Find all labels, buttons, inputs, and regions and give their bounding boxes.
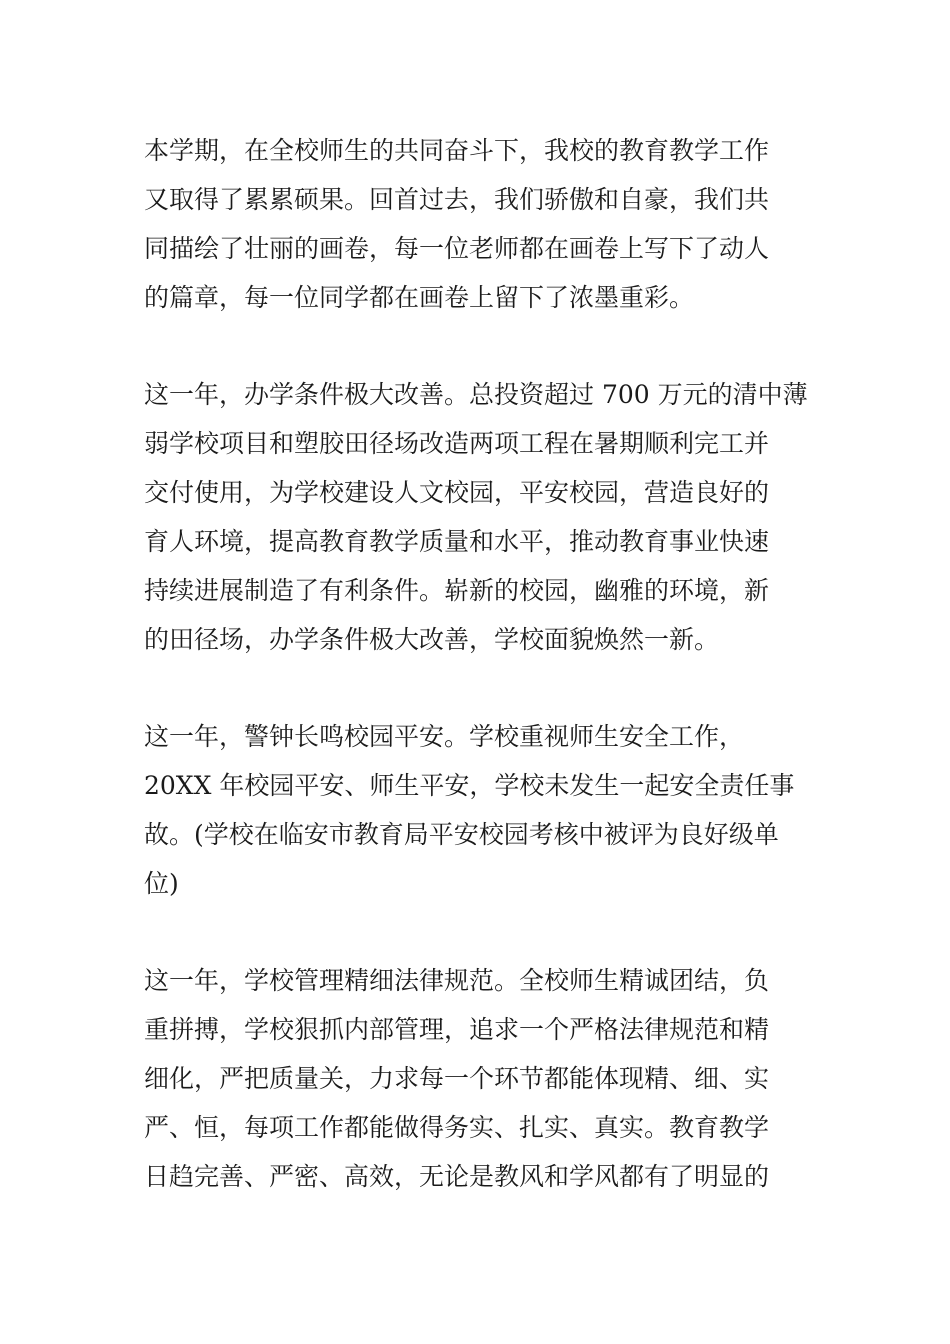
paragraph-school-conditions: 这一年，办学条件极大改善。总投资超过 700 万元的清中薄 弱学校项目和塑胶田径场改造两项工程在暑期顺利完工并 交付使用，为学校建设人文校园，平安校园，营造良好的 育人环境，提高教育教学质量和水平，推动教育事业快速 持续进展制造了有利条件。崭新的校园，幽雅的环境，新 的田径场，办学条件极大改善，学校面貌焕然一新。 xyxy=(144,380,808,654)
paragraph-campus-safety: 这一年，警钟长鸣校园平安。学校重视师生安全工作， 20XX 年校园平安、师生平安，学校未发生一起安全责任事 故。(学校在临安市教育局平安校园考核中被评为良好级单 位) xyxy=(144,722,795,898)
paragraph-achievements: 本学期，在全校师生的共同奋斗下，我校的教育教学工作 又取得了累累硕果。回首过去，我们骄傲和自豪，我们共 同描绘了壮丽的画卷，每一位老师都在画卷上写下了动人 的篇章，每一位同学都在画卷上留下了浓墨重彩。 xyxy=(144,136,770,312)
paragraph-management: 这一年，学校管理精细法律规范。全校师生精诚团结，负 重拼搏，学校狠抓内部管理，追求一个严格法律规范和精 细化，严把质量关，力求每一个环节都能体现精、细、实 严、恒，每项工作都能做得务实、扎实、真实。教育教学 日趋完善、严密、高效，无论是教风和学风都有了明显的 xyxy=(144,966,770,1191)
document-body xyxy=(144,126,808,1249)
